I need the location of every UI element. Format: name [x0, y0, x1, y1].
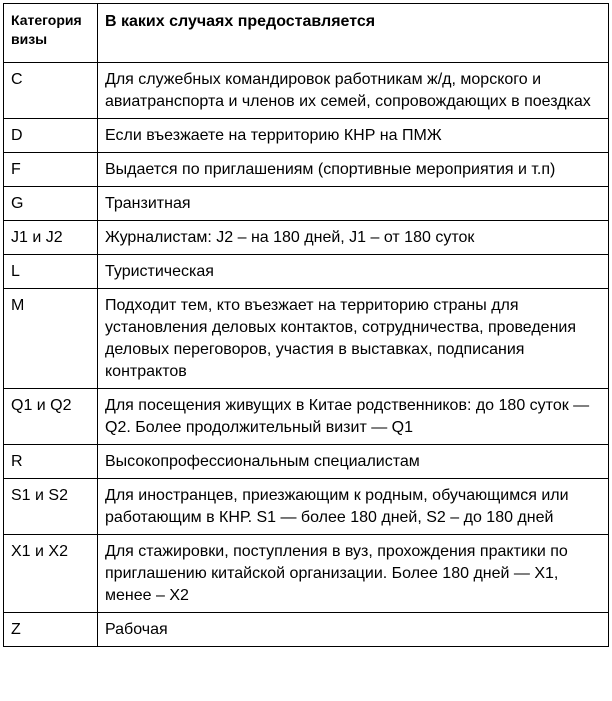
visa-category-cell: D: [4, 119, 98, 153]
table-row: [4, 613, 609, 647]
visa-category-cell: L: [4, 255, 98, 289]
header-description: В каких случаях предоставляется: [98, 4, 609, 63]
description-cell: Рабочая: [98, 613, 609, 647]
table-row: [4, 479, 609, 535]
header-visa-category: Категория визы: [4, 4, 98, 63]
visa-category-cell: F: [4, 153, 98, 187]
table-row: [4, 119, 609, 153]
description-cell: Журналистам: J2 – на 180 дней, J1 – от 180 суток: [98, 221, 609, 255]
description-cell: Для стажировки, поступления в вуз, прохождения практики по приглашению китайской организации. Более 180 дней — X1, менее – X2: [98, 535, 609, 613]
visa-category-cell: Z: [4, 613, 98, 647]
visa-categories-table: [3, 3, 609, 647]
table-row: [4, 289, 609, 389]
table-body: [4, 63, 609, 647]
table-row: [4, 535, 609, 613]
table-row: [4, 63, 609, 119]
visa-category-cell: R: [4, 445, 98, 479]
table-row: [4, 445, 609, 479]
table-header-row: [4, 4, 609, 63]
table-row: [4, 221, 609, 255]
table-row: [4, 187, 609, 221]
description-cell: Туристическая: [98, 255, 609, 289]
table-row: [4, 255, 609, 289]
description-cell: Высокопрофессиональным специалистам: [98, 445, 609, 479]
visa-category-cell: S1 и S2: [4, 479, 98, 535]
description-cell: Транзитная: [98, 187, 609, 221]
table-row: [4, 153, 609, 187]
visa-category-cell: G: [4, 187, 98, 221]
description-cell: Для служебных командировок работникам ж/д, морского и авиатранспорта и членов их семей, сопровождающих в поездках: [98, 63, 609, 119]
visa-category-cell: Q1 и Q2: [4, 389, 98, 445]
visa-category-cell: C: [4, 63, 98, 119]
visa-category-cell: X1 и X2: [4, 535, 98, 613]
description-cell: Подходит тем, кто въезжает на территорию страны для установления деловых контактов, сотрудничества, проведения деловых переговоров, участия в выставках, подписания контрактов: [98, 289, 609, 389]
table-row: [4, 389, 609, 445]
description-cell: Для иностранцев, приезжающим к родным, обучающимся или работающим в КНР. S1 — более 180 дней, S2 – до 180 дней: [98, 479, 609, 535]
description-cell: Выдается по приглашениям (спортивные мероприятия и т.п): [98, 153, 609, 187]
description-cell: Если въезжаете на территорию КНР на ПМЖ: [98, 119, 609, 153]
visa-category-cell: J1 и J2: [4, 221, 98, 255]
description-cell: Для посещения живущих в Китае родственников: до 180 суток — Q2. Более продолжительный визит — Q1: [98, 389, 609, 445]
visa-category-cell: M: [4, 289, 98, 389]
